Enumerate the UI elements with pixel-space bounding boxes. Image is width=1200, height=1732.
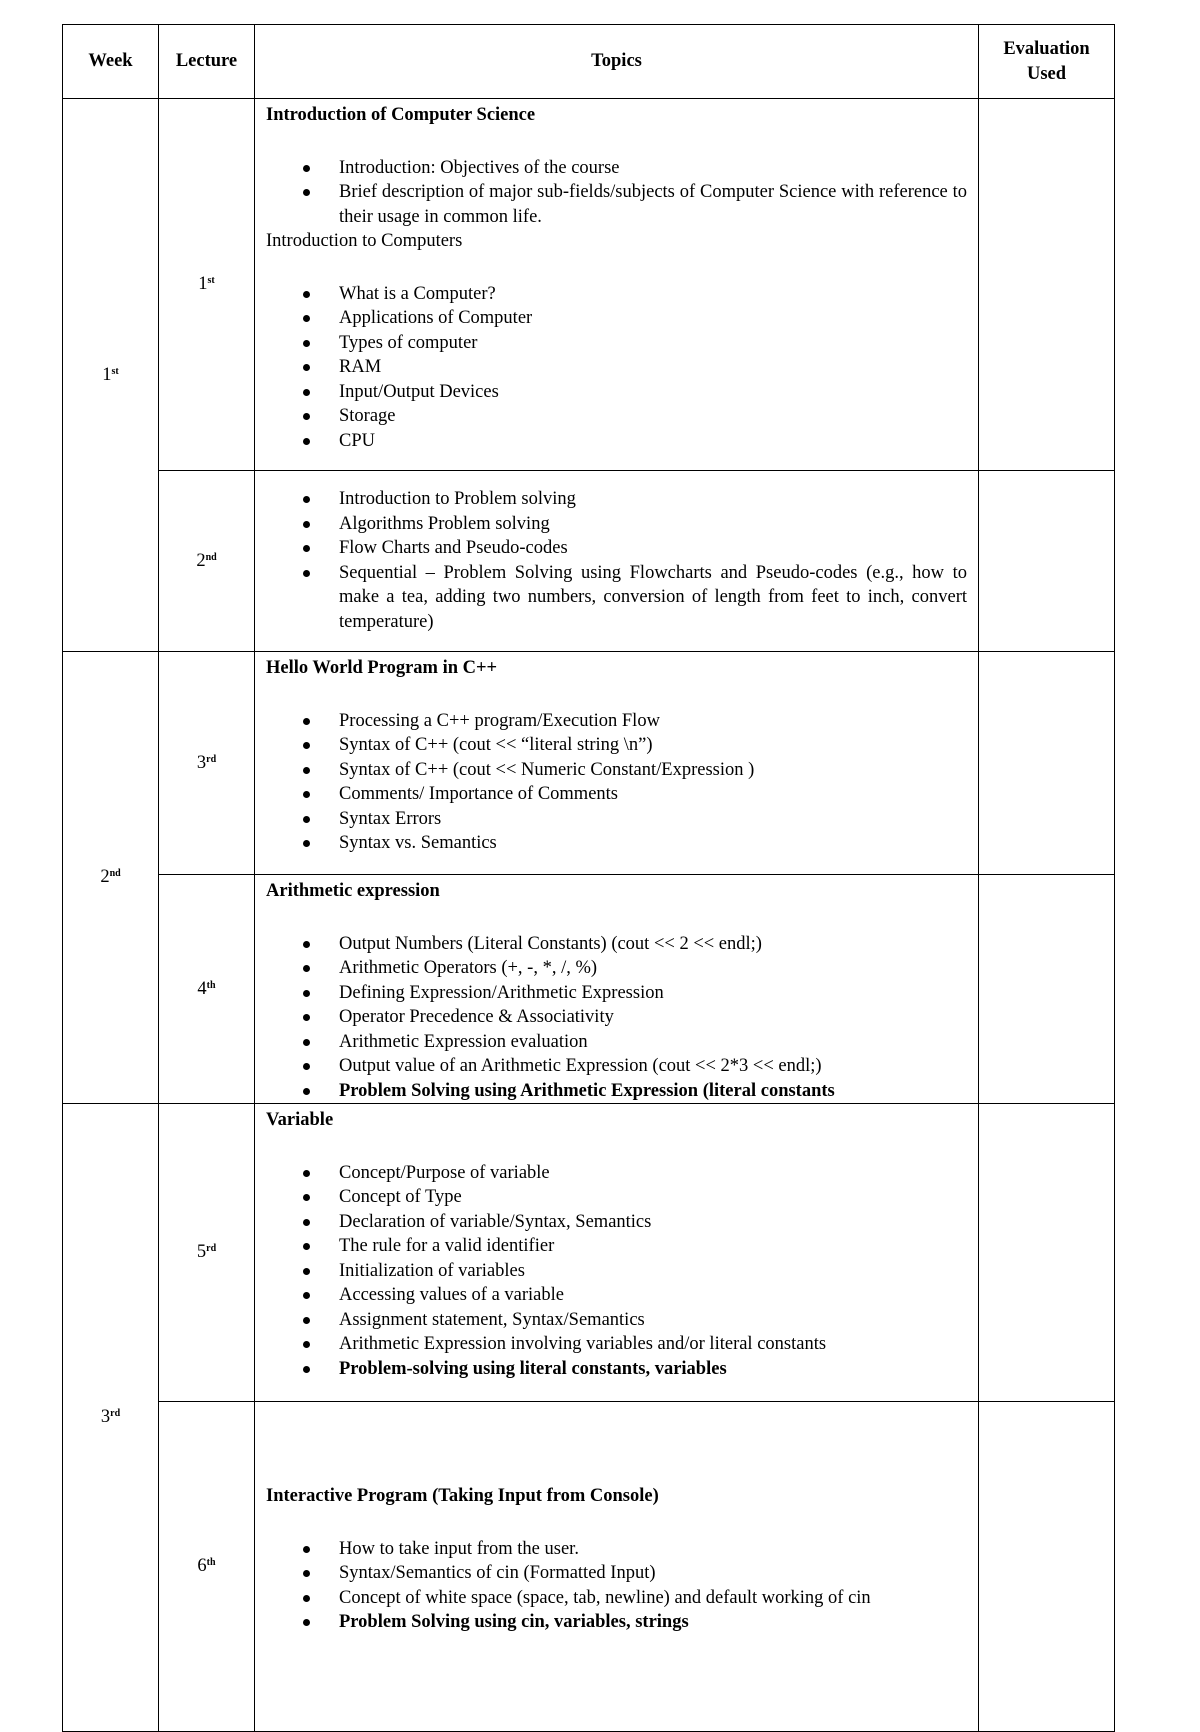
evaluation-cell-3 bbox=[979, 652, 1115, 875]
bullet-icon bbox=[303, 1170, 310, 1177]
list-item: Arithmetic Expression involving variables and/or literal constants bbox=[266, 1332, 967, 1357]
list-item: Syntax of C++ (cout << Numeric Constant/Expression ) bbox=[266, 758, 967, 783]
table-row-lecture-6 bbox=[63, 1402, 1115, 1732]
header-evaluation-label: Evaluation Used bbox=[1003, 39, 1090, 84]
bullet-icon bbox=[303, 570, 310, 577]
bullet-icon bbox=[303, 1194, 310, 1201]
bullet-icon bbox=[303, 291, 310, 298]
bullet-icon bbox=[303, 389, 310, 396]
bullet-icon bbox=[303, 1088, 310, 1095]
header-topics: Topics bbox=[255, 25, 979, 99]
lecture-cell-3: 3rd bbox=[159, 652, 255, 875]
list-item: What is a Computer? bbox=[266, 282, 967, 307]
list-item: Initialization of variables bbox=[266, 1259, 967, 1284]
evaluation-cell-6 bbox=[979, 1402, 1115, 1732]
list-item: CPU bbox=[266, 429, 967, 454]
header-evaluation bbox=[979, 25, 1115, 99]
list-item: The rule for a valid identifier bbox=[266, 1234, 967, 1259]
lecture-cell-2: 2nd bbox=[159, 471, 255, 652]
topics-cell-1 bbox=[255, 99, 979, 471]
list-item: Arithmetic Operators (+, -, *, /, %) bbox=[266, 956, 967, 981]
bullet-icon bbox=[303, 189, 310, 196]
list-item: Sequential – Problem Solving using Flowcharts and Pseudo-codes (e.g., how to make a tea, adding two numbers, conversion of length from feet to inch, convert temperature) bbox=[266, 561, 967, 635]
list-item: Applications of Computer bbox=[266, 306, 967, 331]
section-subtitle: Introduction to Computers bbox=[266, 231, 463, 251]
bullet-icon bbox=[303, 496, 310, 503]
bullet-icon bbox=[303, 1014, 310, 1021]
bullet-icon bbox=[303, 816, 310, 823]
section-title: Arithmetic expression bbox=[266, 881, 440, 901]
evaluation-cell-4 bbox=[979, 875, 1115, 1104]
list-item: Accessing values of a variable bbox=[266, 1283, 967, 1308]
section-title: Interactive Program (Taking Input from Console) bbox=[266, 1486, 659, 1506]
list-item: Comments/ Importance of Comments bbox=[266, 782, 967, 807]
bullet-icon bbox=[303, 1619, 310, 1626]
list-item: Problem-solving using literal constants, variables bbox=[266, 1357, 967, 1382]
section-title: Variable bbox=[266, 1110, 334, 1130]
bullet-icon bbox=[303, 965, 310, 972]
header-lecture: Lecture bbox=[159, 25, 255, 99]
bullet-icon bbox=[303, 1219, 310, 1226]
topics-cell-6 bbox=[255, 1402, 979, 1732]
topic-list bbox=[266, 282, 967, 454]
bullet-icon bbox=[303, 315, 310, 322]
evaluation-cell-1 bbox=[979, 99, 1115, 471]
list-item: Syntax of C++ (cout << “literal string \n”) bbox=[266, 733, 967, 758]
lecture-cell-5: 5rd bbox=[159, 1104, 255, 1402]
topic-list bbox=[266, 487, 967, 634]
topic-list bbox=[266, 709, 967, 856]
bullet-icon bbox=[303, 1595, 310, 1602]
list-item: Input/Output Devices bbox=[266, 380, 967, 405]
evaluation-cell-2 bbox=[979, 471, 1115, 652]
bullet-icon bbox=[303, 1570, 310, 1577]
table-row-lecture-5 bbox=[63, 1104, 1115, 1402]
list-item: How to take input from the user. bbox=[266, 1537, 967, 1562]
table-row-lecture-2 bbox=[63, 471, 1115, 652]
bullet-icon bbox=[303, 1292, 310, 1299]
bullet-icon bbox=[303, 413, 310, 420]
bullet-icon bbox=[303, 1366, 310, 1373]
table-row-lecture-1 bbox=[63, 99, 1115, 471]
bullet-icon bbox=[303, 767, 310, 774]
bullet-icon bbox=[303, 364, 310, 371]
bullet-icon bbox=[303, 438, 310, 445]
topics-cell-2 bbox=[255, 471, 979, 652]
list-item: Concept of white space (space, tab, newline) and default working of cin bbox=[266, 1586, 967, 1611]
week-cell-2: 2nd bbox=[63, 652, 159, 1104]
topics-cell-4 bbox=[255, 875, 979, 1104]
bullet-icon bbox=[303, 1317, 310, 1324]
list-item: Assignment statement, Syntax/Semantics bbox=[266, 1308, 967, 1333]
topics-cell-3 bbox=[255, 652, 979, 875]
list-item: Algorithms Problem solving bbox=[266, 512, 967, 537]
bullet-icon bbox=[303, 840, 310, 847]
bullet-icon bbox=[303, 545, 310, 552]
list-item: Defining Expression/Arithmetic Expression bbox=[266, 981, 967, 1006]
list-item: Types of computer bbox=[266, 331, 967, 356]
list-item: Output value of an Arithmetic Expression (cout << 2*3 << endl;) bbox=[266, 1054, 967, 1079]
list-item: Declaration of variable/Syntax, Semantics bbox=[266, 1210, 967, 1235]
list-item: Storage bbox=[266, 404, 967, 429]
table-row-lecture-4 bbox=[63, 875, 1115, 1104]
header-week: Week bbox=[63, 25, 159, 99]
list-item: Syntax/Semantics of cin (Formatted Input) bbox=[266, 1561, 967, 1586]
week-cell-3: 3rd bbox=[63, 1104, 159, 1732]
bullet-icon bbox=[303, 990, 310, 997]
bullet-icon bbox=[303, 340, 310, 347]
topic-list bbox=[266, 932, 967, 1104]
course-outline-table bbox=[62, 24, 1115, 1732]
bullet-icon bbox=[303, 1341, 310, 1348]
bullet-icon bbox=[303, 1063, 310, 1070]
bullet-icon bbox=[303, 1039, 310, 1046]
lecture-cell-4: 4th bbox=[159, 875, 255, 1104]
header-row bbox=[63, 25, 1115, 99]
list-item: Processing a C++ program/Execution Flow bbox=[266, 709, 967, 734]
week-cell-1: 1st bbox=[63, 99, 159, 652]
list-item: Arithmetic Expression evaluation bbox=[266, 1030, 967, 1055]
list-item: Concept/Purpose of variable bbox=[266, 1161, 967, 1186]
list-item: RAM bbox=[266, 355, 967, 380]
lecture-cell-6: 6th bbox=[159, 1402, 255, 1732]
list-item: Introduction to Problem solving bbox=[266, 487, 967, 512]
list-item: Concept of Type bbox=[266, 1185, 967, 1210]
section-title: Hello World Program in C++ bbox=[266, 658, 498, 678]
bullet-icon bbox=[303, 742, 310, 749]
bullet-icon bbox=[303, 791, 310, 798]
list-item: Flow Charts and Pseudo-codes bbox=[266, 536, 967, 561]
list-item: Introduction: Objectives of the course bbox=[266, 156, 967, 181]
lecture-cell-1: 1st bbox=[159, 99, 255, 471]
bullet-icon bbox=[303, 165, 310, 172]
list-item: Operator Precedence & Associativity bbox=[266, 1005, 967, 1030]
list-item: Problem Solving using Arithmetic Expression (literal constants bbox=[266, 1079, 967, 1104]
topic-list bbox=[266, 156, 967, 230]
bullet-icon bbox=[303, 718, 310, 725]
list-item: Output Numbers (Literal Constants) (cout << 2 << endl;) bbox=[266, 932, 967, 957]
bullet-icon bbox=[303, 941, 310, 948]
bullet-icon bbox=[303, 1268, 310, 1275]
list-item: Syntax vs. Semantics bbox=[266, 831, 967, 856]
bullet-icon bbox=[303, 1243, 310, 1250]
list-item: Brief description of major sub-fields/subjects of Computer Science with reference to their usage in common life. bbox=[266, 180, 967, 229]
list-item: Syntax Errors bbox=[266, 807, 967, 832]
topics-cell-5 bbox=[255, 1104, 979, 1402]
topic-list bbox=[266, 1537, 967, 1635]
list-item: Problem Solving using cin, variables, strings bbox=[266, 1610, 967, 1635]
section-title: Introduction of Computer Science bbox=[266, 105, 536, 125]
bullet-icon bbox=[303, 1546, 310, 1553]
topic-list bbox=[266, 1161, 967, 1382]
table-row-lecture-3 bbox=[63, 652, 1115, 875]
bullet-icon bbox=[303, 521, 310, 528]
evaluation-cell-5 bbox=[979, 1104, 1115, 1402]
